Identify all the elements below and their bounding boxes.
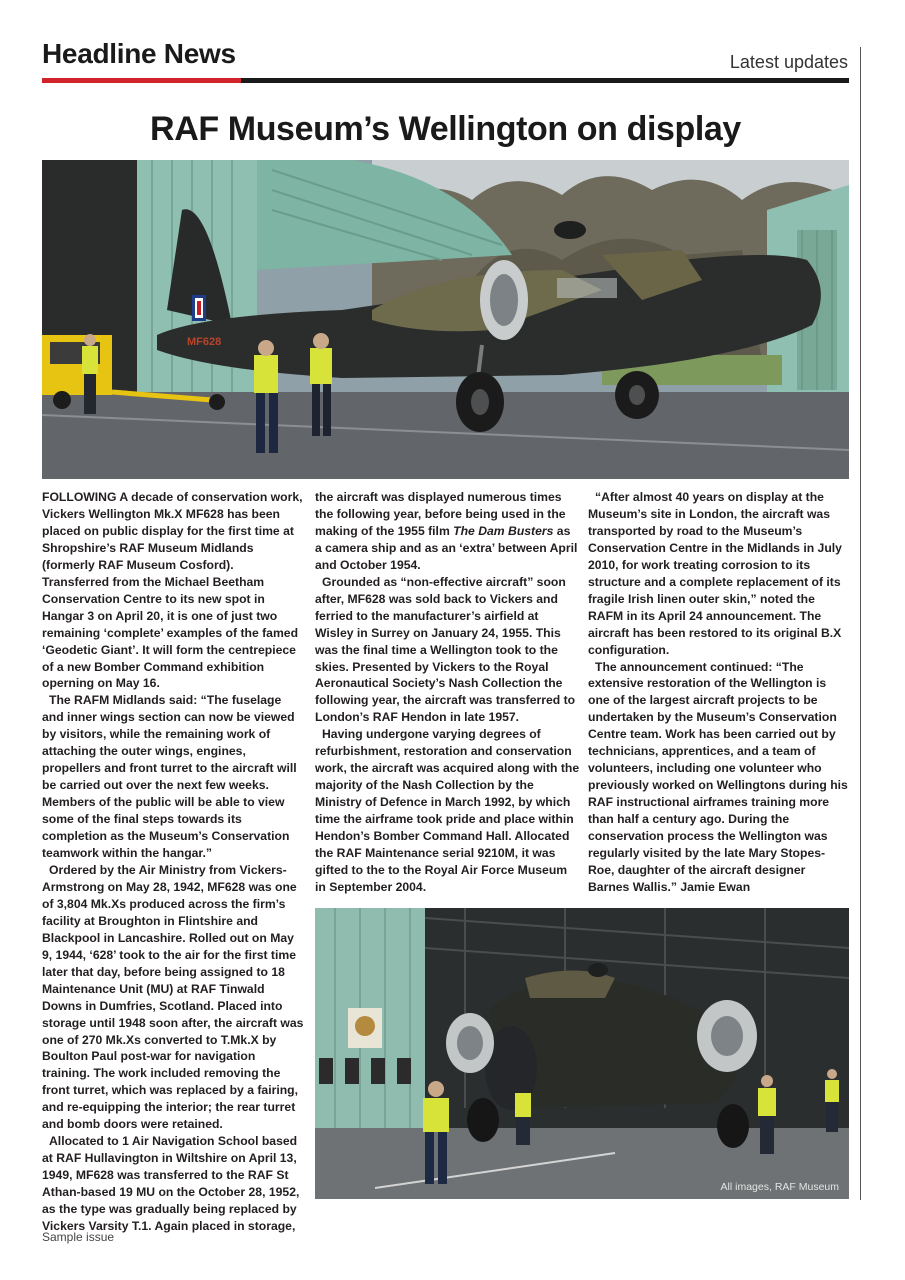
- header-accent-rule: [42, 78, 241, 83]
- article-paragraph: Grounded as “non-effective aircraft” soon after, MF628 was sold back to Vickers and ferried to the manufacturer’s airfield at Wisley in Surrey on January 24, 1955. This was the final time a Wellington took to the skies. Presented by Vickers to the Royal Aeronautical Society’s Nash Collection the following year, the aircraft was transferred to London’s RAF Hendon in late 1957.: [315, 574, 576, 725]
- wellington-restoration-photo: [315, 908, 849, 1199]
- section-title: Headline News: [42, 38, 236, 69]
- article-headline: RAF Museum’s Wellington on display: [150, 110, 741, 148]
- article-column-3: [588, 489, 850, 896]
- paragraph-text: the aircraft was displayed numerous times the following year, before being used in the making of the 1955 film: [315, 490, 566, 538]
- article-paragraph: FOLLOWING A decade of conservation work, Vickers Wellington Mk.X MF628 has been placed on public display for the first time at Shropshire’s RAF Museum Midlands (formerly RAF Museum Cosford). Transferred from the Michael Beetham Conservation Centre to its new spot in Hangar 3 on April 20, it is one of just two remaining ‘complete’ examples of the famed ‘Geodetic Giant’. It will form the centrepiece of a new Bomber Command exhibition operning on May 16.: [42, 490, 303, 691]
- article-paragraph: [315, 489, 580, 574]
- article-column-2: [315, 489, 580, 896]
- article-paragraph: Allocated to 1 Air Navigation School based at RAF Hullavington in Wiltshire on April 13, 1949, MF628 was transferred to the RAF St Athan-based 19 MU on the October 28, 1952, as the type was gradually being replaced by Vickers Varsity T.1. Again placed in storage,: [42, 1134, 300, 1233]
- footer-label: Sample issue: [42, 1230, 115, 1244]
- paragraph-text: The announcement continued: “The extensive restoration of the Wellington is one of the largest aircraft projects to be undertaken by the Museum’s Conservation Centre team. Work has been carried out by technicians, apprentices, and a team of volunteers, including one volunteer who previously worked on Wellingtons during his RAF instructional airframes training more than half a century ago. During the conservation process the Wellington was regularly visited by the late Mary Stopes-Roe, daughter of the aircraft designer Barnes Wallis.”: [588, 659, 848, 894]
- photo-credit: All images, RAF Museum: [720, 1181, 839, 1193]
- article-paragraph: Having undergone varying degrees of refurbishment, restoration and conservation work, the aircraft was acquired along with the majority of the Nash Collection by the Ministry of Defence in March 1992, by which time the airframe took pride and place within Hendon’s Bomber Command Hall. Allocated the RAF Maintenance serial 9210M, it was gifted to the to the Royal Air Force Museum in September 2004.: [315, 727, 580, 894]
- article-paragraph: “After almost 40 years on display at the Museum’s site in London, the aircraft was transported by road to the Museum’s Conservation Centre in the Midlands in July 2010, for work treating corrosion to its structure and a complete replacement of its fragile Irish linen outer skin,” noted the RAFM in its April 24 announcement. The aircraft has been restored to its original B.X configuration.: [588, 490, 842, 657]
- aircraft-serial-marking: MF628: [187, 336, 222, 348]
- article-paragraph: Ordered by the Air Ministry from Vickers-Armstrong on May 28, 1942, MF628 was one of 3,804 Mk.Xs produced across the firm’s facility at Broughton in Flintshire and Blackpool in Lancashire. Rolled out on May 9, 1944, ‘628’ took to the air for the first time later that day, before being assigned to 18 Maintenance Unit (MU) at RAF Tinwald Downs in Dumfries, Scotland. Placed into storage until 1948 soon after, the aircraft was one of 270 Mk.Xs converted to T.Mk.X by Boulton Paul post-war for navigation training. The work included removing the front turret, which was replaced by a fairing, and re-equipping the interior; the rear turret and bomb doors were retained.: [42, 862, 304, 1132]
- film-title: The Dam Busters: [453, 523, 554, 538]
- article-column-1: [42, 489, 304, 1235]
- page-edge-rule: [860, 47, 861, 1200]
- paragraph-text: as a camera ship and as an ‘extra’ between April and October 1954.: [315, 523, 578, 572]
- author-byline: Jamie Ewan: [680, 879, 751, 894]
- article-paragraph: The RAFM Midlands said: “The fuselage and inner wings section can now be viewed by visitors, while the remaining work of attaching the outer wings, engines, propellers and front turret to the aircraft will be carried out over the next few weeks. Members of the public will be able to view some of the final steps towards its completion as the Museum’s Conservation teamwork within the hangar.”: [42, 693, 297, 861]
- latest-updates-label: Latest updates: [729, 52, 848, 72]
- wellington-hangar-photo: [42, 160, 849, 479]
- article-paragraph: [588, 659, 850, 896]
